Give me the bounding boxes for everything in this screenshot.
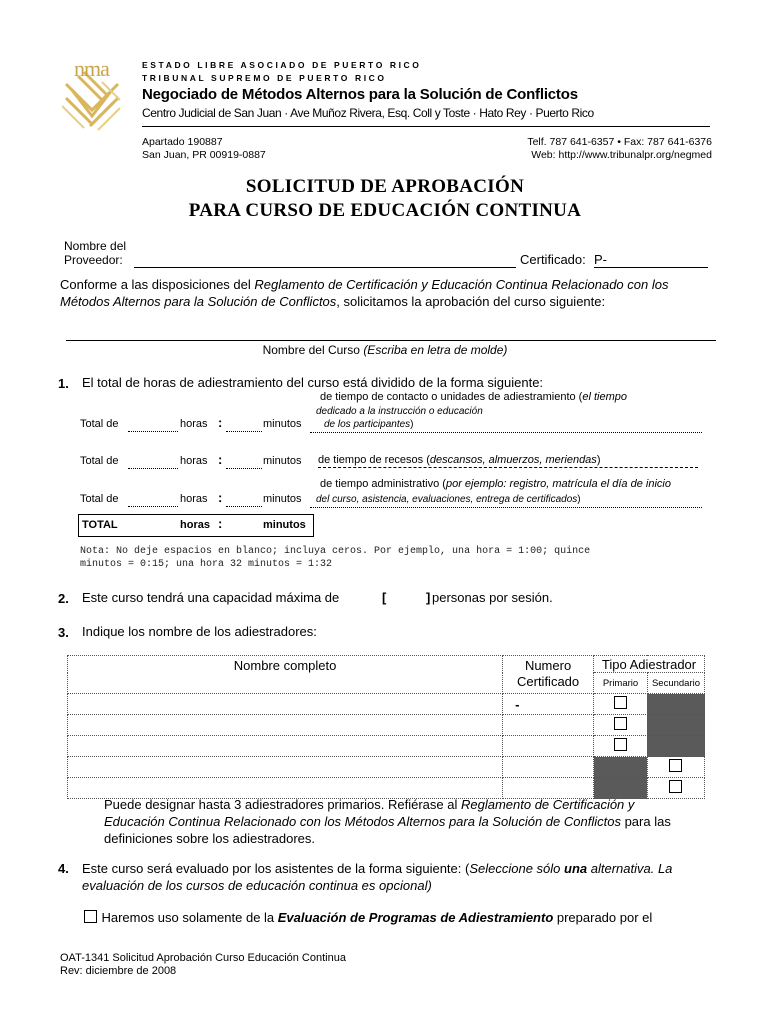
total-colon: : <box>218 516 223 531</box>
address-line: Centro Judicial de San Juan · Ave Muñoz Rivera, Esq. Coll y Toste · Hato Rey · Puerto Rico <box>142 106 594 120</box>
trainers-note-text-3: definiciones sobre los adiestradores. <box>104 831 316 846</box>
row2-minutos: minutos <box>263 455 302 467</box>
row3-desc-b-end: ) <box>577 494 581 505</box>
primary-checkbox-3[interactable] <box>614 738 627 751</box>
title-line-1: SOLICITUD DE APROBACIÓN <box>245 176 525 197</box>
secondary-cell-1-disabled <box>647 694 704 715</box>
row3-horas: horas <box>180 493 208 505</box>
section-4-text-1: Este curso será evaluado por los asistentes de la forma siguiente: ( <box>82 861 470 876</box>
provider-label-2: Proveedor: <box>64 253 123 267</box>
secondary-cell-2-disabled <box>647 715 704 736</box>
row2-minutes-field[interactable] <box>226 468 262 469</box>
capacity-bracket-close: ] <box>426 590 431 605</box>
header-divider <box>142 126 710 127</box>
row2-colon: : <box>218 452 223 467</box>
row2-desc <box>318 454 698 468</box>
col-header-cert <box>503 656 594 694</box>
primary-cell-4-disabled <box>594 757 648 778</box>
web-url: Web: http://www.tribunalpr.org/negmed <box>531 149 712 161</box>
primary-cell-3 <box>594 736 648 757</box>
row1-desc-a <box>320 391 627 403</box>
col-header-secondary: Secundario <box>647 673 704 694</box>
trainer-name-cell-3[interactable] <box>68 736 503 757</box>
row1-horas: horas <box>180 418 208 430</box>
total-horas: horas <box>180 519 210 531</box>
gov-line-2: TRIBUNAL SUPREMO DE PUERTO RICO <box>142 73 387 83</box>
table-row <box>68 757 705 778</box>
row3-desc-b <box>316 494 581 505</box>
primary-cell-1 <box>594 694 648 715</box>
intro-text-1: Conforme a las disposiciones del <box>60 277 255 292</box>
org-name: Negociado de Métodos Alternos para la Solución de Conflictos <box>142 86 578 103</box>
row3-desc-a <box>320 478 671 490</box>
section-4-italic-1: Seleccione sólo <box>469 861 564 876</box>
trainers-note-italic-2: Educación Continua Relacionado con los Métodos Alternos para la Solución de Conflictos <box>104 814 621 829</box>
trainer-cert-cell-4[interactable] <box>503 757 594 778</box>
primary-checkbox-2[interactable] <box>614 717 627 730</box>
nota-line-1: Nota: No deje espacios en blanco; incluya ceros. Por ejemplo, una hora = 1:00; quince <box>80 546 591 557</box>
row1-minutes-field[interactable] <box>226 431 262 432</box>
section-4-italic-2: alternativa. La <box>587 861 673 876</box>
course-label-italic: (Escriba en letra de molde) <box>363 343 508 357</box>
row2-total-de: Total de <box>80 455 119 467</box>
capacity-bracket-open: [ <box>382 590 387 605</box>
total-label: TOTAL <box>82 519 118 531</box>
section-2-number: 2. <box>58 591 69 606</box>
evaluation-option-text-2: preparado por el <box>553 910 653 925</box>
table-row <box>68 736 705 757</box>
row2-horas: horas <box>180 455 208 467</box>
nota <box>80 545 590 571</box>
row1-desc-b: dedicado a la instrucción o educación <box>316 406 483 417</box>
row1-desc-a-italic: el tiempo <box>582 391 627 403</box>
trainer-cert-cell-2[interactable] <box>503 715 594 736</box>
table-row <box>68 715 705 736</box>
nota-line-2: minutos = 0:15; una hora 32 minutos = 1:32 <box>80 559 333 570</box>
po-box: Apartado 190887 <box>142 136 223 148</box>
secondary-cell-3-disabled <box>647 736 704 757</box>
col-header-type: Tipo Adiestrador <box>594 656 705 673</box>
row3-underline <box>310 507 702 508</box>
trainer-cert-cell-1[interactable]: - <box>503 694 594 715</box>
row1-colon: : <box>218 415 223 430</box>
trainers-note-text-1: Puede designar hasta 3 adiestradores primarios. Refiérase al <box>104 797 461 812</box>
intro-reg-1: Reglamento de Certificación y Educación Continua Relacionado con los <box>254 277 669 292</box>
section-3-text: Indique los nombre de los adiestradores: <box>82 624 317 639</box>
row1-total-field[interactable] <box>128 431 178 432</box>
row3-minutes-field[interactable] <box>226 506 262 507</box>
provider-label-1: Nombre del <box>64 239 127 253</box>
certificate-field[interactable] <box>594 252 708 268</box>
trainers-header-row <box>68 656 705 673</box>
col-header-cert-2: Certificado <box>517 674 580 689</box>
section-4-number: 4. <box>58 861 69 876</box>
capacity-field[interactable] <box>392 588 424 605</box>
evaluation-checkbox[interactable] <box>84 910 97 923</box>
row1-minutos: minutos <box>263 418 302 430</box>
primary-cell-2 <box>594 715 648 736</box>
trainer-cert-cell-3[interactable] <box>503 736 594 757</box>
secondary-checkbox-4[interactable] <box>669 759 682 772</box>
section-3-number: 3. <box>58 625 69 640</box>
logo-text: nma <box>74 56 109 81</box>
row2-desc-text: de tiempo de recesos ( <box>318 454 430 466</box>
evaluation-option-bold: Evaluación de Programas de Adiestramiento <box>277 910 554 925</box>
section-4-bold-italic: una <box>564 861 588 876</box>
row1-desc-c <box>324 419 414 430</box>
gov-line-1: ESTADO LIBRE ASOCIADO DE PUERTO RICO <box>142 60 422 70</box>
intro-paragraph <box>60 276 720 310</box>
nma-logo <box>62 54 142 134</box>
primary-checkbox-1[interactable] <box>614 696 627 709</box>
secondary-checkbox-5[interactable] <box>669 780 682 793</box>
course-label <box>0 343 770 357</box>
total-minutos: minutos <box>263 519 306 531</box>
section-4-text <box>82 860 722 894</box>
row3-desc-a-text: de tiempo administrativo ( <box>320 478 446 490</box>
certificate-prefix: P- <box>594 252 607 267</box>
row2-total-field[interactable] <box>128 468 178 469</box>
row1-underline <box>310 432 702 433</box>
trainer-name-cell-1[interactable] <box>68 694 503 715</box>
row1-desc-c-text: de los participantes <box>324 419 411 430</box>
row1-desc-a-text: de tiempo de contacto o unidades de adiestramiento ( <box>320 391 583 403</box>
course-name-field[interactable] <box>66 340 716 341</box>
row2-desc-end: ) <box>596 454 601 466</box>
row2-desc-italic: descansos, almuerzos, meriendas <box>429 454 597 466</box>
trainers-table <box>67 655 705 799</box>
intro-reg-2: Métodos Alternos para la Solución de Conflictos <box>60 294 337 309</box>
section-1-number: 1. <box>58 376 69 391</box>
trainers-note-italic-1: Reglamento de Certificación y <box>460 797 635 812</box>
row3-total-de: Total de <box>80 493 119 505</box>
certificate-label: Certificado: <box>520 252 586 267</box>
row1-total-de: Total de <box>80 418 119 430</box>
row3-colon: : <box>218 490 223 505</box>
footer-form-id: OAT-1341 Solicitud Aprobación Curso Educación Continua <box>60 952 346 964</box>
trainer-name-cell-4[interactable] <box>68 757 503 778</box>
section-2-text-1: Este curso tendrá una capacidad máxima de <box>82 590 340 605</box>
row3-minutos: minutos <box>263 493 302 505</box>
col-header-primary: Primario <box>594 673 648 694</box>
course-label-text: Nombre del Curso <box>262 343 364 357</box>
title-line-2: PARA CURSO DE EDUCACIÓN CONTINUA <box>188 200 582 221</box>
trainers-note-text-2: para las <box>620 814 671 829</box>
row3-total-field[interactable] <box>128 506 178 507</box>
col-header-cert-1: Numero <box>524 658 572 673</box>
row3-desc-a-italic: por ejemplo: registro, matrícula el día de inicio <box>445 478 671 490</box>
secondary-cell-4 <box>647 757 704 778</box>
row3-desc-b-italic: del curso, asistencia, evaluaciones, entrega de certificados <box>316 494 578 505</box>
col-header-name: Nombre completo <box>68 656 503 694</box>
intro-text-2: , solicitamos la aprobación del curso siguiente: <box>336 294 606 309</box>
evaluation-option <box>84 909 652 927</box>
section-4-italic-3: evaluación de los cursos de educación continua es opcional) <box>82 878 432 893</box>
table-row <box>68 694 705 715</box>
footer-revision: Rev: diciembre de 2008 <box>60 965 177 977</box>
trainers-note <box>104 796 720 847</box>
provider-name-field[interactable] <box>134 266 516 268</box>
city: San Juan, PR 00919-0887 <box>142 149 266 161</box>
trainer-name-cell-2[interactable] <box>68 715 503 736</box>
section-2-text-2: personas por sesión. <box>432 590 553 605</box>
phone-fax: Telf. 787 641-6357 • Fax: 787 641-6376 <box>527 136 712 148</box>
section-1-text: El total de horas de adiestramiento del curso está dividido de la forma siguiente: <box>82 375 544 390</box>
evaluation-option-text-1: Haremos uso solamente de la <box>101 910 278 925</box>
row1-desc-c-end: ) <box>410 419 414 430</box>
